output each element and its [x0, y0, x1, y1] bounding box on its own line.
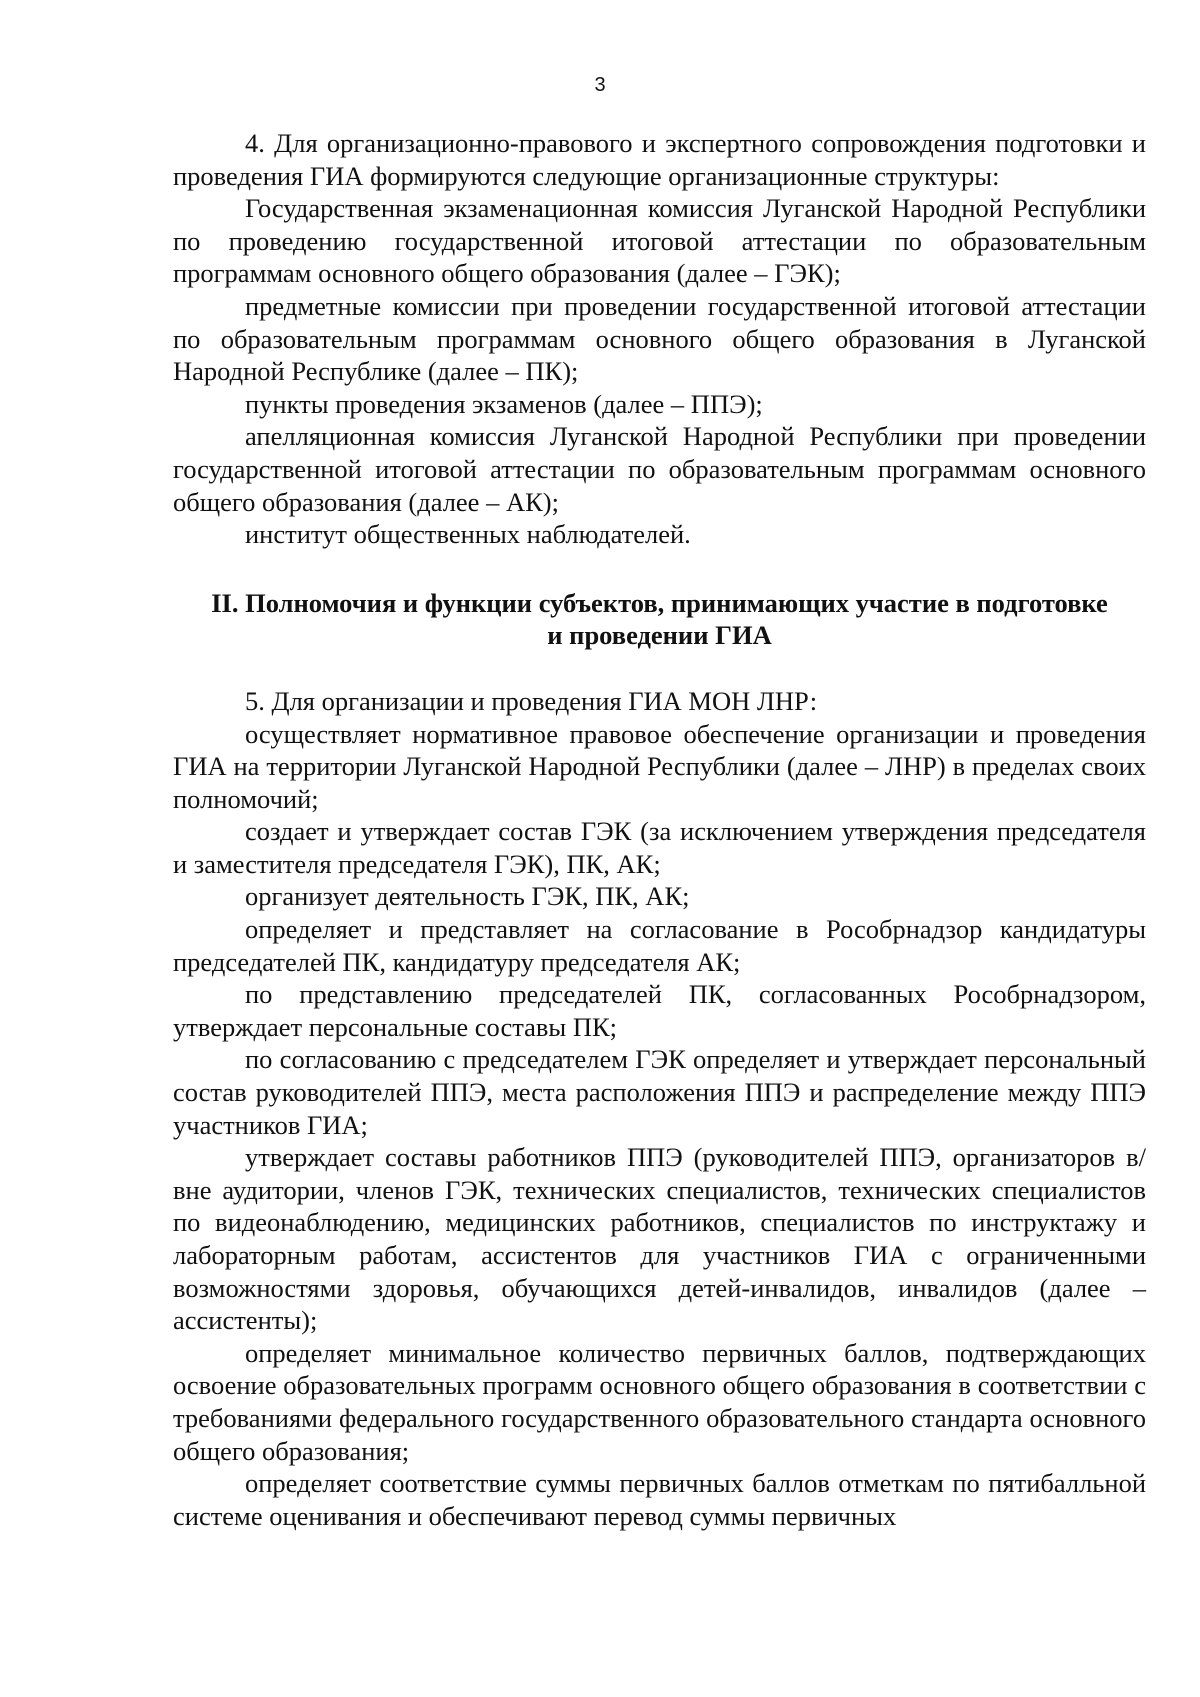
paragraph-score-conversion: определяет соответствие суммы первичных баллов отметкам по пятибалльной системе оценивания и обеспечивают перевод суммы первичных [173, 1468, 1146, 1531]
section-heading-line-2: и проведении ГИА [547, 620, 772, 651]
spacer [173, 551, 1146, 587]
paragraph-gek: Государственная экзаменационная комиссия Луганской Народной Республики по проведению государственной итоговой аттестации по образовательным программам основного общего образования (далее – ГЭК); [173, 193, 1146, 289]
section-heading-line-1: II. Полномочия и функции субъектов, принимающих участие в подготовке [211, 587, 1108, 618]
paragraph-pk-composition: по представлению председателей ПК, согласованных Рособрнадзором, утверждает персональные составы ПК; [173, 979, 1146, 1042]
paragraph-ppe-heads: по согласованию с председателем ГЭК определяет и утверждает персональный состав руководителей ППЭ, места расположения ППЭ и распределение между ППЭ участников ГИА; [173, 1044, 1146, 1140]
paragraph-creates-composition: создает и утверждает состав ГЭК (за исключением утверждения председателя и заместителя председателя ГЭК), ПК, АК; [173, 816, 1146, 879]
paragraph-candidates: определяет и представляет на согласование в Рособрнадзор кандидатуры председателей ПК, кандидатуру председателя АК; [173, 914, 1146, 977]
paragraph-item-5: 5. Для организации и проведения ГИА МОН ЛНР: [245, 685, 818, 716]
paragraph-normative: осуществляет нормативное правовое обеспечение организации и проведения ГИА на территории Луганской Народной Республики (далее – ЛНР) в пределах своих полномочий; [173, 718, 1146, 814]
paragraph-item-4: 4. Для организационно-правового и экспертного сопровождения подготовки и проведения ГИА формируются следующие организационные структуры: [173, 128, 1146, 191]
paragraph-ak: апелляционная комиссия Луганской Народной Республики при проведении государственной итоговой аттестации по образовательным программам основного общего образования (далее – АК); [173, 421, 1146, 517]
spacer [173, 652, 1146, 685]
paragraph-ppe-staff: утверждает составы работников ППЭ (руководителей ППЭ, организаторов в/вне аудитории, членов ГЭК, технических специалистов, технических специалистов по видеонаблюдению, медицинских работников, специалистов по инструктажу и лабораторным работам, ассистентов для участников ГИА с ограниченными возможностями здоровья, обучающихся детей-инвалидов, инвалидов (далее – ассистенты); [173, 1142, 1146, 1336]
paragraph-pk: предметные комиссии при проведении государственной итоговой аттестации по образовательным программам основного общего образования в Луганской Народной Республике (далее – ПК); [173, 290, 1146, 387]
paragraph-min-score: определяет минимальное количество первичных баллов, подтверждающих освоение образовательных программ основного общего образования в соответствии с требованиями федерального государственного образовательного стандарта основного общего образования; [173, 1337, 1146, 1466]
paragraph-ppe: пункты проведения экзаменов (далее – ППЭ); [245, 388, 763, 419]
paragraph-observers: институт общественных наблюдателей. [245, 519, 691, 550]
page-number: 3 [594, 74, 606, 96]
paragraph-organizes: организует деятельность ГЭК, ПК, АК; [245, 881, 690, 912]
document-body [173, 127, 1146, 1532]
